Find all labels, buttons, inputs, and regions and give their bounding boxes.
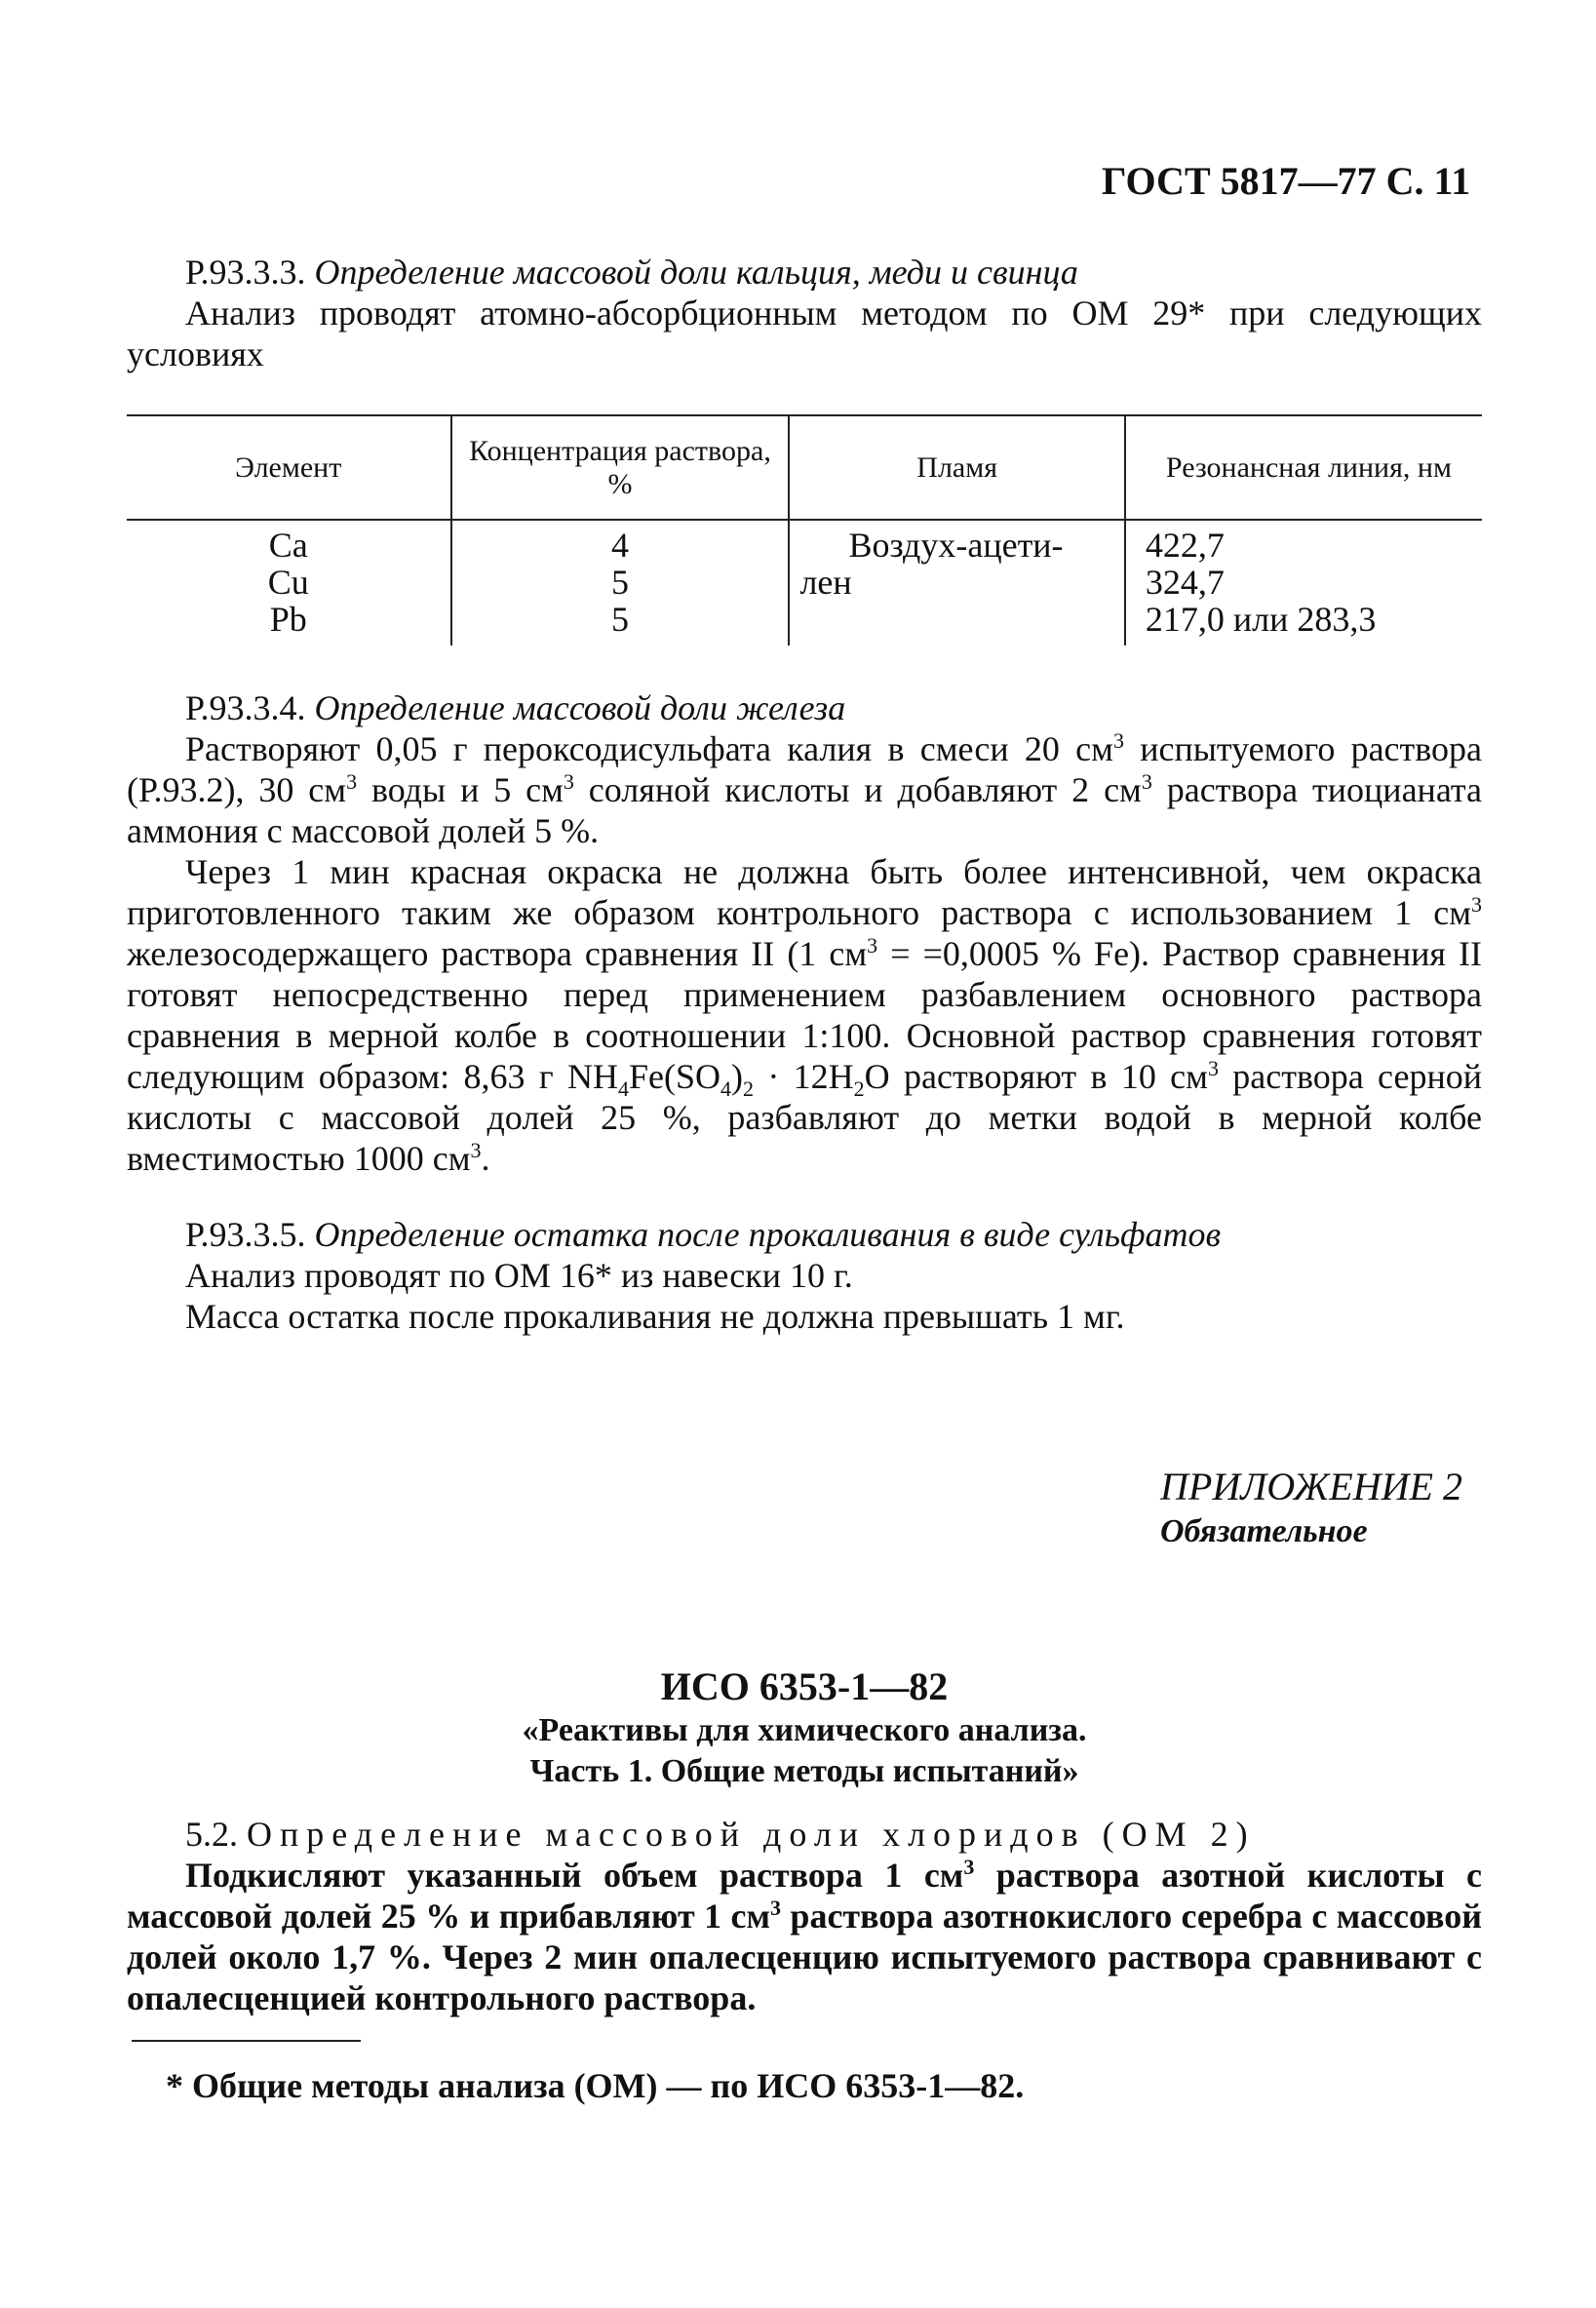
section-3-3 <box>127 252 1482 293</box>
superscript: 3 <box>1471 892 1482 917</box>
section-5-2 <box>127 1814 1482 1855</box>
iso-title-line: «Реактивы для химического анализа. <box>522 1712 1087 1748</box>
table-header-cell: Резонансная линия, нм <box>1125 415 1482 520</box>
text-fragment: раствора серной кислоты с массовой долей 25 %, разбавляют до метки водой в мерной колбе вместимостью 1000 см <box>127 1057 1482 1178</box>
flame-value: Воздух-ацети- <box>848 526 1064 565</box>
section-3-4-paragraph-1 <box>127 728 1482 851</box>
section-3-5-paragraph-2: Масса остатка после прокаливания не должна превышать 1 мг. <box>185 1297 1125 1336</box>
table-row <box>127 520 1482 645</box>
text-fragment: воды и 5 см <box>357 770 564 809</box>
element-cell <box>127 520 451 645</box>
section-5-2-paragraph <box>127 1855 1482 2018</box>
section-3-3-text: Анализ проводят атомно-абсорбционным методом по ОМ 29* при следующих условиях <box>127 293 1482 373</box>
line-value: 324,7 <box>1145 563 1225 602</box>
line-value: 422,7 <box>1145 526 1225 565</box>
superscript: 3 <box>1141 769 1152 794</box>
table-header-cell: Пламя <box>789 415 1124 520</box>
table-header-row <box>127 415 1482 520</box>
text-fragment: соляной кислоты и добавляют 2 см <box>573 770 1142 809</box>
flame-cell <box>789 520 1124 645</box>
text-fragment: Fe(SO <box>628 1057 720 1096</box>
superscript: 3 <box>470 1138 482 1162</box>
superscript: 3 <box>346 769 358 794</box>
section-number: Р.93.3.5. <box>185 1215 306 1254</box>
appendix-title: ПРИЛОЖЕНИЕ 2 <box>1160 1465 1462 1508</box>
concentration-value: 4 <box>610 526 629 565</box>
superscript: 3 <box>963 1855 975 1879</box>
section-number: Р.93.3.4. <box>185 688 306 727</box>
section-title: Определение массовой доли железа <box>314 688 846 727</box>
section-3-5-paragraph-1: Анализ проводят по ОМ 16* из навески 10 г. <box>185 1256 853 1295</box>
text-fragment: O растворяют в 10 см <box>864 1057 1208 1096</box>
section-number: 5.2. <box>185 1815 238 1854</box>
superscript: 3 <box>770 1896 781 1920</box>
page-header: ГОСТ 5817—77 С. 11 <box>1102 159 1471 203</box>
subscript: 2 <box>742 1076 754 1102</box>
section-number: Р.93.3.3. <box>185 253 306 292</box>
appendix-heading <box>1160 1465 1511 1554</box>
iso-title-line: Часть 1. Общие методы испытаний» <box>529 1753 1079 1789</box>
text-fragment: ) <box>730 1057 743 1096</box>
subscript: 4 <box>720 1076 731 1102</box>
element-value: Ca <box>268 526 308 565</box>
iso-code: ИСО 6353-1—82 <box>660 1664 949 1708</box>
text-fragment: испытуемого раствора (Р.93.2), 30 см <box>127 729 1483 809</box>
text-fragment: Растворяют 0,05 г пероксодисульфата калия в смеси 20 см <box>185 729 1113 768</box>
text-fragment: Через 1 мин красная окраска не должна быть более интенсивной, чем окраска приготовленного таким же образом контрольного раствора с использованием 1 см <box>127 852 1482 932</box>
element-value: Pb <box>269 600 307 639</box>
concentration-cell <box>451 520 790 645</box>
section-3-4-paragraph-2 <box>127 851 1482 1179</box>
text-fragment: железосодержащего раствора сравнения II (1 см <box>127 934 868 973</box>
section-title: Определение массовой доли хлоридов (ОМ 2) <box>247 1815 1256 1854</box>
table-header-cell: Элемент <box>127 415 451 520</box>
section-title: Определение остатка после прокаливания в виде сульфатов <box>314 1215 1222 1254</box>
concentration-value: 5 <box>610 563 629 602</box>
concentration-value: 5 <box>610 600 629 639</box>
table-header-cell: Концентрация раствора, % <box>451 415 790 520</box>
text-fragment: раствора азотнокислого серебра с массовой долей около 1,7 %. Через 2 мин опалесценцию испытуемого раствора сравнивают с опалесценцией контрольного раствора. <box>127 1897 1482 2017</box>
section-3-5 <box>127 1214 1482 1255</box>
text-fragment: = =0,0005 % Fe). Раствор сравнения II готовят непосредственно перед применением разбавлением основного раствора сравнения в мерной колбе в соотношении 1:100. Основной раствор сравнения готовят следующим образом: 8,63 г NH <box>127 934 1482 1096</box>
superscript: 3 <box>1112 728 1124 753</box>
text-fragment: раствора азотной кислоты с массовой долей 25 % и прибавляют 1 см <box>127 1856 1482 1936</box>
superscript: 3 <box>867 933 878 958</box>
element-value: Cu <box>267 563 309 602</box>
text-fragment: Подкисляют указанный объем раствора 1 см <box>185 1856 964 1895</box>
line-value: 217,0 или 283,3 <box>1145 600 1377 639</box>
footnote-divider <box>132 2040 361 2042</box>
text-fragment: . <box>481 1139 490 1178</box>
subscript: 4 <box>617 1076 629 1102</box>
subscript: 2 <box>853 1076 865 1102</box>
section-3-4 <box>127 687 1482 728</box>
superscript: 3 <box>1207 1056 1219 1080</box>
flame-value: лен <box>799 563 852 602</box>
text-fragment: · 12H <box>753 1057 854 1096</box>
conditions-table <box>127 414 1482 645</box>
appendix-subtitle: Обязательное <box>1160 1513 1368 1549</box>
text-fragment: раствора тиоцианата аммония с массовой долей 5 %. <box>127 770 1483 850</box>
footnote: * Общие методы анализа (ОМ) — по ИСО 6353-1—82. <box>166 2066 1025 2105</box>
superscript: 3 <box>563 769 574 794</box>
iso-title <box>127 1663 1482 1792</box>
line-cell <box>1125 520 1482 645</box>
section-title: Определение массовой доли кальция, меди и свинца <box>314 253 1078 292</box>
